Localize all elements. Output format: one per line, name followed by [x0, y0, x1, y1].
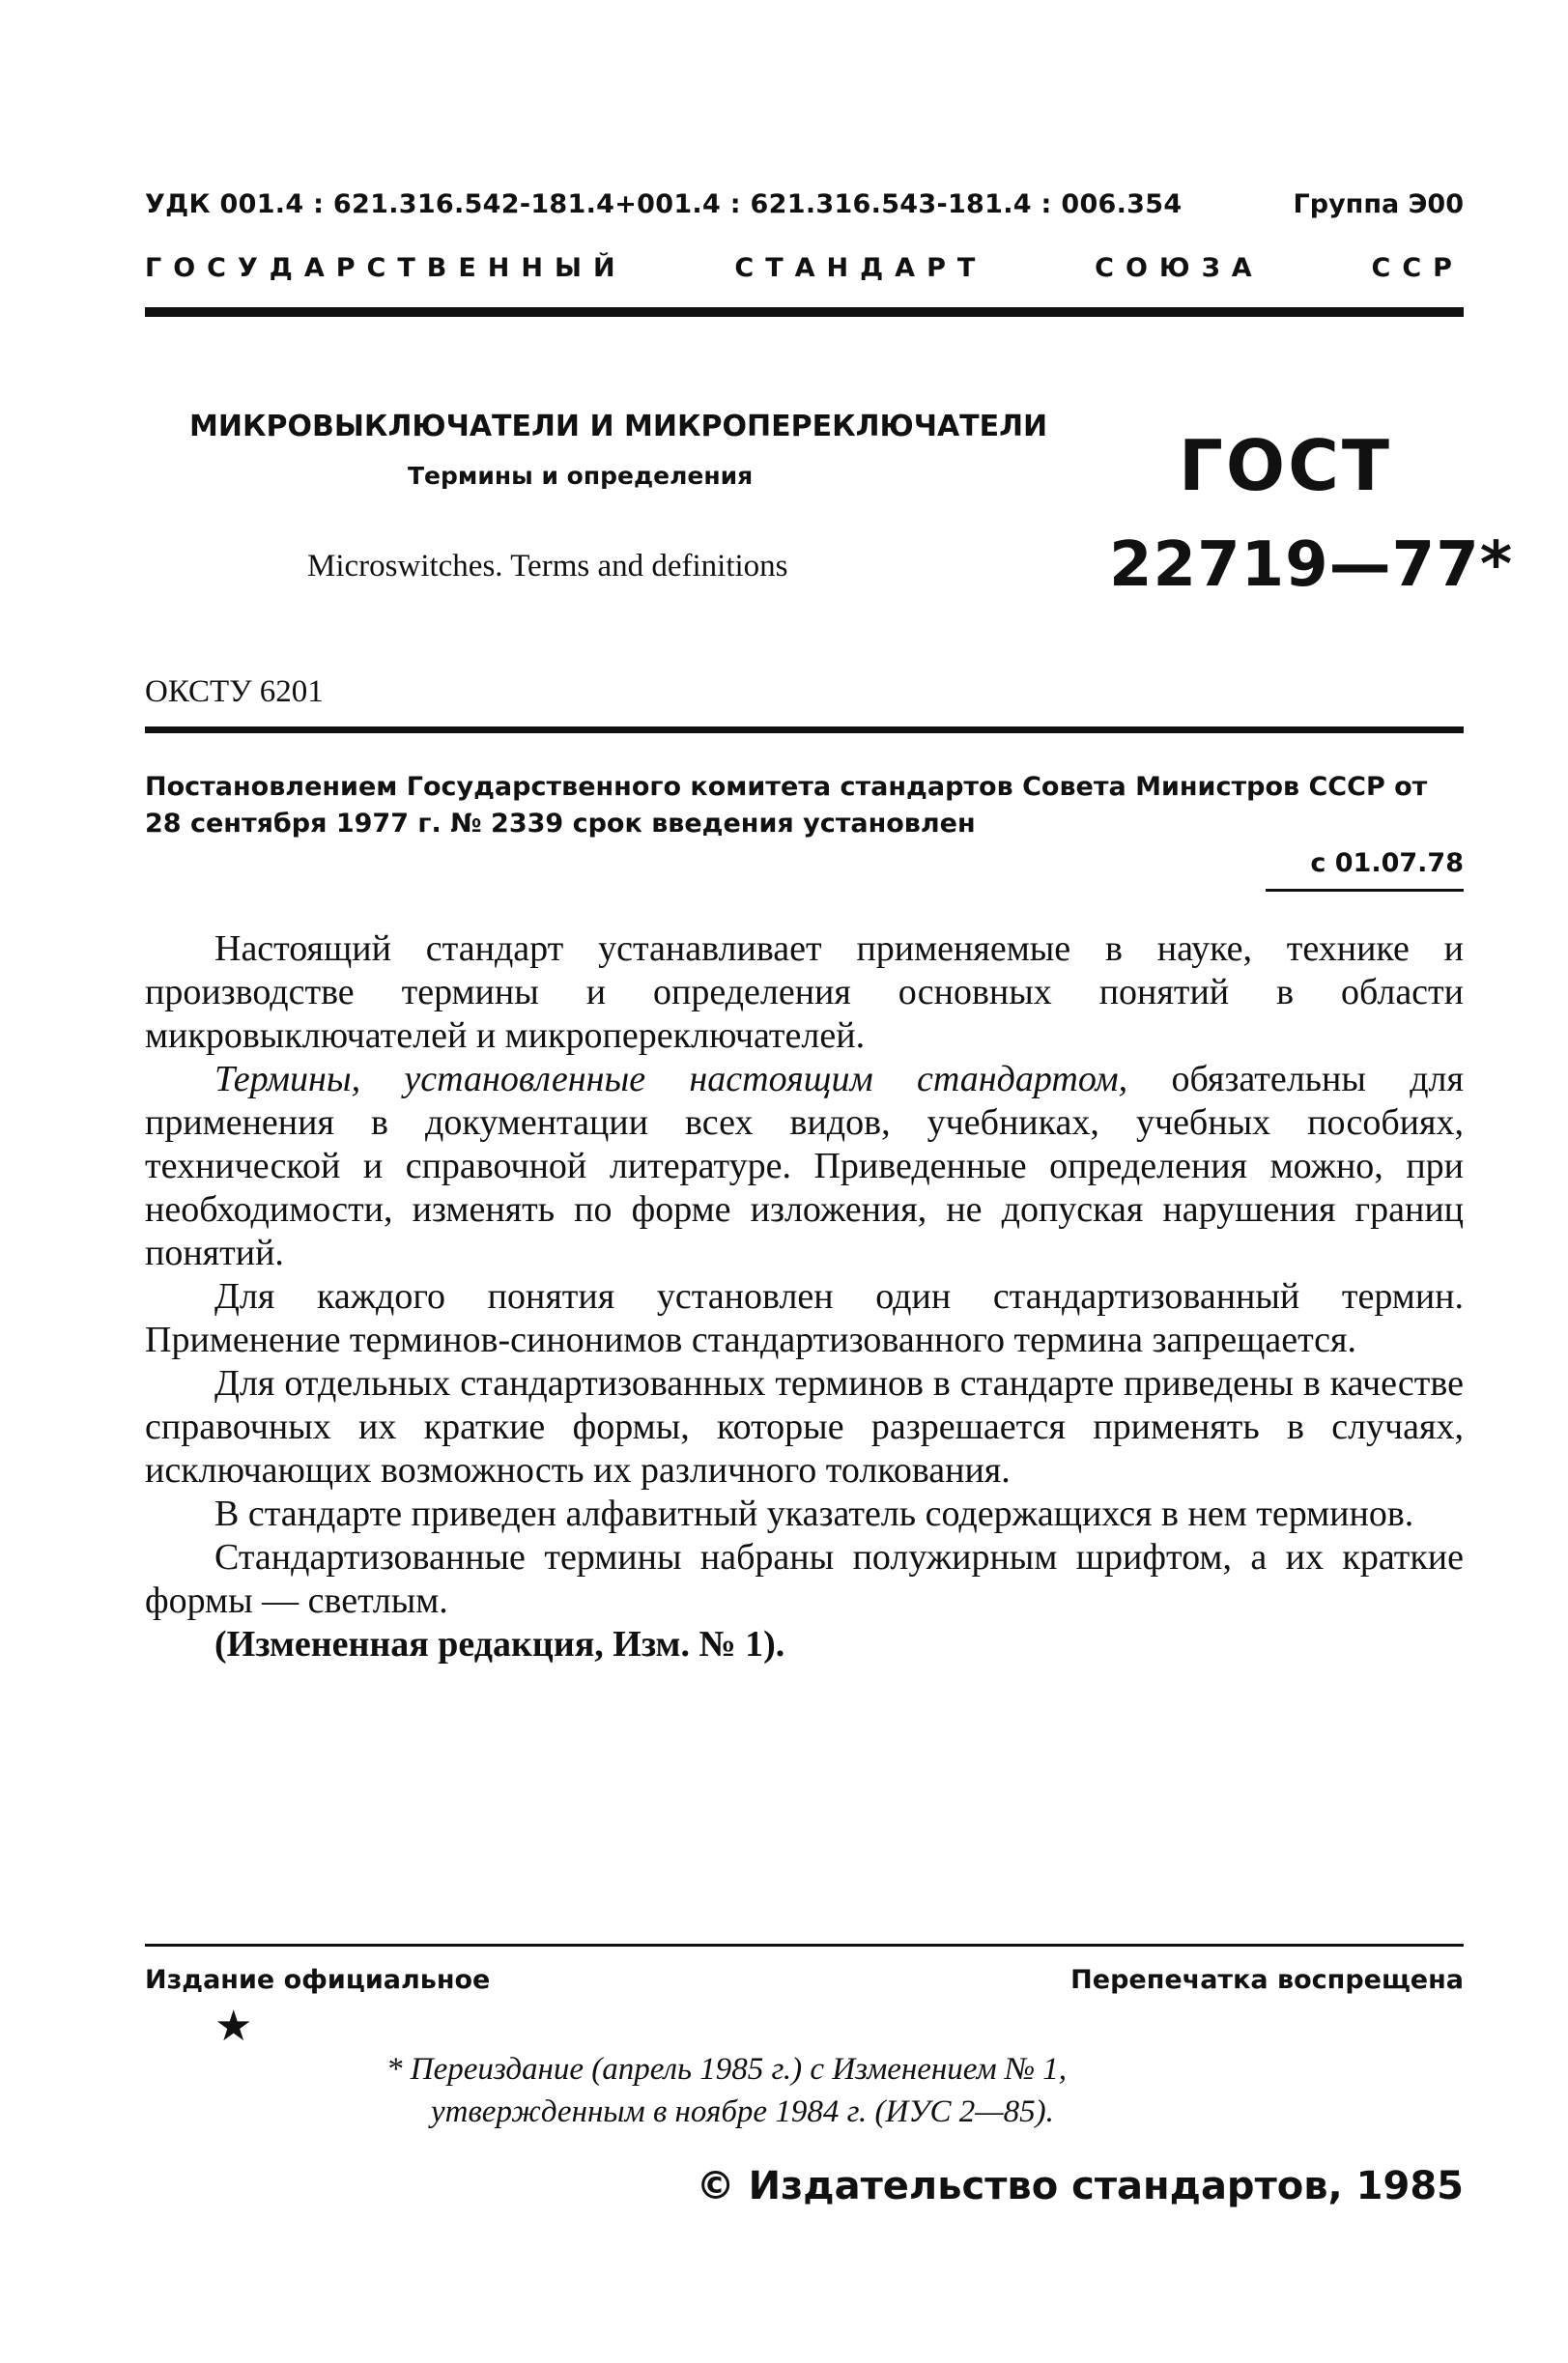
paragraph-rest: обязательны для применения в документации всех видов, учебниках, учебных пособиях, технической и справочной литературе. Приведенные определения можно, при необходимости, изменять по форме изложения, не допуская нарушения границ понятий. [145, 1059, 1464, 1273]
edition-label: Издание официальное [145, 1965, 491, 1995]
state-standard-word: СОЮЗА [1095, 253, 1264, 283]
paragraph: Настоящий стандарт устанавливает применяемые в науке, технике и производстве термины и определения основных понятий в области микровыключателей и микропереключателей. [145, 928, 1464, 1056]
state-standard-word: ГОСУДАРСТВЕННЫЙ [145, 253, 627, 283]
copyright: © Издательство стандартов, 1985 [696, 2164, 1464, 2208]
state-standard-word: СТАНДАРТ [734, 253, 987, 283]
paragraph: Для отдельных стандартизованных терминов в стандарте приведены в качестве справочных их краткие формы, которые разрешается применять в случаях, исключающих возможность их различного толкования. [145, 1363, 1464, 1491]
effective-date-underline [1266, 889, 1464, 892]
title-russian: МИКРОВЫКЛЮЧАТЕЛИ И МИКРОПЕРЕКЛЮЧАТЕЛИ [189, 410, 1048, 443]
body-text [145, 927, 1464, 1666]
paragraph: Стандартизованные термины набраны полужирным шрифтом, а их краткие формы — светлым. [145, 1537, 1464, 1621]
title-english: Microswitches. Terms and definitions [307, 549, 788, 584]
oksty-code: ОКСТУ 6201 [145, 674, 324, 709]
decree-text: Постановлением Государственного комитета стандартов Совета Министров СССР от 28 сентября 1977 г. № 2339 срок введения установлен [145, 772, 1428, 839]
reprint-notice: Перепечатка воспрещена [1070, 1965, 1464, 1995]
gost-label: ГОСТ [1179, 425, 1393, 506]
paragraph [145, 1058, 1464, 1275]
subtitle-russian: Термины и определения [408, 462, 754, 490]
reissue-note [386, 2048, 1067, 2133]
gost-number: 22719—77* [1109, 529, 1514, 601]
header-rule [145, 307, 1464, 317]
section-rule [145, 726, 1464, 733]
effective-date: с 01.07.78 [1310, 848, 1464, 878]
paragraph: В стандарте приведен алфавитный указатель содержащихся в нем терминов. [214, 1494, 1414, 1534]
paragraph: Для каждого понятия установлен один стандартизованный термин. Применение терминов-синонимов стандартизованного термина запрещается. [145, 1276, 1464, 1360]
amendment-note: (Измененная редакция, Изм. № 1). [214, 1624, 785, 1665]
state-standard-banner [145, 253, 1464, 283]
footer-rule [145, 1944, 1464, 1947]
group-code: Группа Э00 [1293, 189, 1464, 219]
paragraph-italic-part: Термины, установленные настоящим стандартом, [214, 1059, 1128, 1099]
star-icon: ★ [214, 2002, 253, 2051]
reissue-line: * Переиздание (апрель 1985 г.) с Изменением № 1, [386, 2052, 1068, 2087]
udk-code: УДК 001.4 : 621.316.542-181.4+001.4 : 621.316.543-181.4 : 006.354 [145, 189, 1183, 219]
state-standard-word: ССР [1371, 253, 1464, 283]
reissue-line: утвержденным в ноябре 1984 г. (ИУС 2—85). [431, 2094, 1054, 2129]
